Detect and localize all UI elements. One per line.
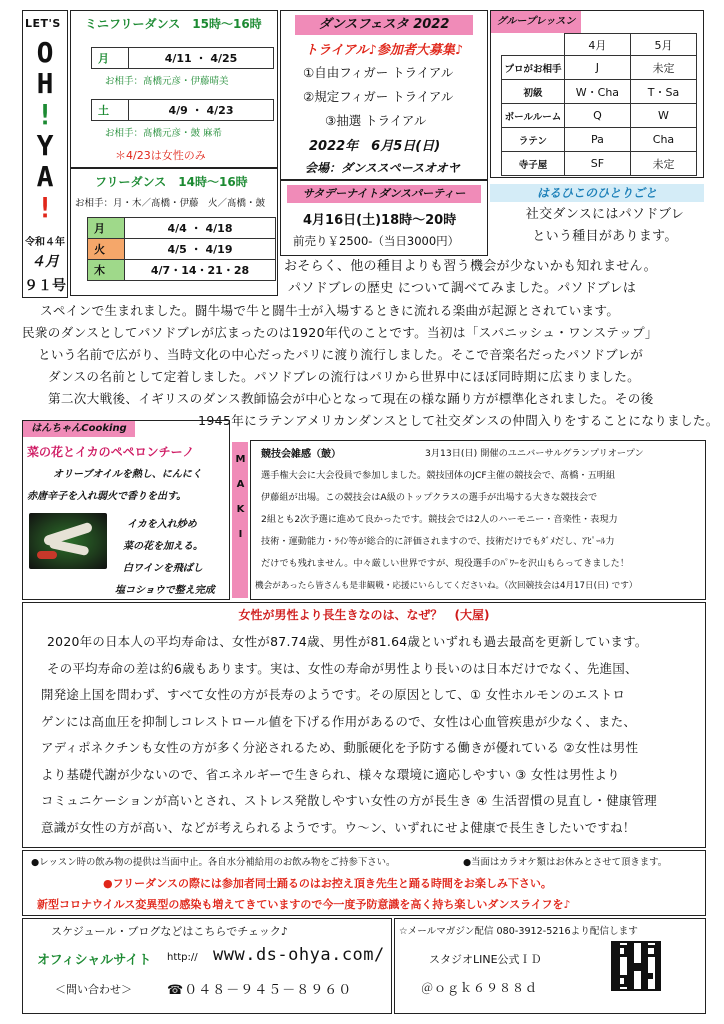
festa-item: ③抽選 トライアル: [325, 113, 427, 128]
lesson-name: ラテン: [502, 128, 565, 152]
cooking-step: オリーブオイルを熱し、にんにく: [53, 469, 202, 480]
cooking-step: 赤唐辛子を入れ弱火で香りを出す。: [27, 491, 187, 502]
haruhiko-line: という名前で広がり、当時文化の中心だったパリに渡り流行しました。そこで音楽名だったパソドブレが: [38, 347, 644, 362]
haruhiko-title: はるひこのひとりごと: [490, 184, 704, 202]
festa-subtitle: トライアル♪参加者大募集♪: [304, 43, 464, 58]
maki-line: 2組とも2次予選に進めて良かったです。競技会では2人のハーモニー・音楽性・表現力: [261, 514, 618, 525]
festa-box: [280, 10, 488, 180]
lesson-name: 初級: [502, 80, 565, 104]
mini-free-note: ＊4/23は女性のみ: [115, 149, 206, 162]
footer-left: [22, 918, 392, 1014]
haruhiko-line: 1945年にラテンアメリカンダンスとして社交ダンスの仲間入りをすることになりました。: [198, 413, 719, 428]
maki-line: 機会があったら皆さんも是非観戦・応援にいらしてくださいね。（次回競技会は4月17日(日) です）: [255, 581, 638, 591]
lesson-apr: J: [564, 56, 630, 80]
mini-free-row: [91, 99, 274, 121]
masthead-month: ４月: [31, 254, 59, 270]
festa-title: ダンスフェスタ 2022: [295, 15, 473, 35]
day-cell: 火: [88, 239, 125, 260]
title-char: !: [36, 98, 54, 131]
mini-free-dance-box: [70, 10, 278, 168]
maki-side-text: MAKI: [235, 454, 246, 554]
women-line: より基礎代謝が少ないので、省エネルギーで生きられ、様々な環境に適応しやすい ③ 女性は男性より: [41, 766, 620, 782]
saturday-box: [280, 180, 488, 256]
table-row: [88, 218, 276, 239]
footer-schedule: スケジュール・ブログなどはこちらでチェック♪: [51, 925, 288, 938]
women-line: ゲンには高血圧を抑制しコレストロール値を下げる作用があるので、女性は心血管疾患が少なく、また、: [41, 713, 637, 729]
notice-line: 新型コロナウイルス変異型の感染も増えてきていますので今一度予防意識を高く持ち楽しいダンスライフを♪: [37, 898, 571, 911]
footer-mail: ☆メールマガジン配信 080-3912-5216より配信します: [399, 926, 638, 937]
women-line: その平均寿命の差は約6歳もあります。実は、女性の寿命が男性より長いのは日本だけでなく、先進国、: [47, 660, 638, 676]
footer-site-label: オフィシャルサイト: [37, 953, 152, 968]
table-row: [502, 152, 697, 176]
women-line: 意識が女性の方が高い、などが考えられるようです。ウ～ン、いずれにせよ健康で長生きしたいですね！: [41, 819, 636, 835]
title-char: !: [36, 191, 54, 224]
month-header: 5月: [630, 34, 696, 56]
dates-cell: 4/4 ・ 4/18: [125, 218, 276, 239]
lesson-name: ボールルーム: [502, 104, 565, 128]
haruhiko-body: [22, 300, 719, 432]
women-line: コミュニケーションが高いとされ、ストレス発散しやすい女性の方が長生き ④ 生活習慣の見直し・健康管理: [41, 793, 657, 808]
masthead-issue: ９１号: [24, 278, 66, 294]
lesson-may: 未定: [630, 152, 696, 176]
dates-cell: 4/7・14・21・28: [125, 260, 276, 281]
cooking-title: 菜の花とイカのペペロンチーノ: [27, 445, 195, 459]
haruhiko-line: おそらく、他の種目よりも習う機会が少ないかも知れません。: [284, 259, 657, 274]
cooking-step: 塩コショウで整え完成: [115, 585, 215, 596]
women-title: 女性が男性より長生きなのは、なぜ？ (大屋): [238, 608, 490, 622]
lesson-name: 寺子屋: [502, 152, 565, 176]
haruhiko-line: ダンスの名前として定着しました。パソドブレの流行はパリから世界中にほぼ同時期に広まりました。: [48, 369, 640, 384]
footer-contact-label: ＜問い合わせ＞: [55, 983, 132, 996]
day-cell: 木: [88, 260, 125, 281]
mini-free-partner: お相手：髙橋元彦・伊藤晴美: [105, 76, 229, 87]
cooking-badge: はんちゃんCooking: [23, 421, 135, 437]
saturday-price: 前売り￥2500-（当日3000円）: [293, 234, 460, 248]
free-dance-table: [87, 217, 276, 281]
maki-title: 競技会雑感（皷）: [261, 449, 341, 460]
lesson-apr: SF: [564, 152, 630, 176]
free-dance-partner: お相手：月・木／髙橋・伊藤 火／髙橋・皷: [75, 198, 266, 209]
footer-tel: ☎０４８－９４５－８９６０: [167, 983, 353, 998]
group-lesson-box: [490, 10, 704, 178]
day-cell: 土: [92, 100, 129, 121]
month-header: 4月: [564, 34, 630, 56]
cooking-step: 白ワインを飛ばし: [123, 563, 203, 574]
lesson-apr: Q: [564, 104, 630, 128]
masthead-era: 令和４年: [25, 237, 65, 248]
footer-url-prefix[interactable]: http://: [167, 952, 198, 963]
notice-line: ●レッスン時の飲み物の提供は当面中止。各自水分補給用のお飲み物をご持参下さい。: [31, 857, 396, 868]
cooking-step: 菜の花を加える。: [123, 541, 203, 552]
table-header-row: [502, 34, 697, 56]
maki-line: 技術・運動能力・ﾗｲﾝ等が総合的に評価されますので、技術だけでもﾀﾞﾒだし、ｱﾋﾟｰﾙ力: [261, 536, 615, 547]
free-dance-box: [70, 168, 278, 296]
saturday-title: サタデーナイトダンスパーティー: [287, 185, 481, 203]
table-row: [502, 128, 697, 152]
dates-cell: 4/5 ・ 4/19: [125, 239, 276, 260]
mini-free-partner: お相手：髙橋元彦・皷 麻希: [105, 128, 223, 139]
notice-box: [22, 850, 706, 916]
title-char: A: [36, 160, 54, 193]
dates-cell: 4/11 ・ 4/25: [129, 48, 274, 69]
masthead: [22, 10, 68, 298]
notice-line: ●当面はカラオケ類はお休みとさせて頂きます。: [463, 857, 668, 868]
festa-venue: 会場：ダンススペースオオヤ: [305, 161, 460, 175]
festa-item: ①自由フィガー トライアル: [303, 65, 454, 80]
saturday-datetime: 4月16日(土)18時～20時: [303, 213, 457, 228]
maki-line: だけでも残れません。中々厳しい世界ですが、現役選手のﾊﾟﾜｰを沢山もらってきました！: [261, 558, 630, 569]
maki-box: [250, 440, 706, 600]
footer-url[interactable]: www.ds-ohya.com/: [213, 945, 385, 965]
lesson-apr: Pa: [564, 128, 630, 152]
notice-line: ●フリーダンスの際には参加者同士踊るのはお控え頂き先生と踊る時間をお楽しみ下さい。: [103, 877, 552, 890]
mini-free-row: [91, 47, 274, 69]
group-lesson-table: [501, 33, 697, 176]
title-char: H: [36, 67, 54, 100]
lesson-name: プロがお相手: [502, 56, 565, 80]
lesson-may: 未定: [630, 56, 696, 80]
food-photo: [29, 513, 107, 569]
maki-side-label: [232, 442, 248, 598]
table-row: [502, 104, 697, 128]
table-row: [502, 56, 697, 80]
haruhiko-line: 社交ダンスにはパソドブレ: [525, 207, 685, 222]
maki-line: 伊藤組が出場。この競技会はA級のトップクラスの選手が出場する大きな競技会で: [261, 492, 598, 503]
lesson-may: Cha: [630, 128, 696, 152]
maki-line: 選手権大会に大会役員で参加しました。競技団体のJCF主催の競技会で、髙橋・五明組: [261, 470, 616, 481]
group-lesson-title: グループレッスン: [491, 11, 581, 33]
haruhiko-line: 第二次大戦後、イギリスのダンス教師協会が中心となって現在の様な踊り方が標準化されました。その後: [48, 391, 654, 406]
footer-line-label: スタジオLINE公式ＩＤ: [429, 953, 542, 966]
dates-cell: 4/9 ・ 4/23: [129, 100, 274, 121]
table-row: [88, 260, 276, 281]
lesson-may: W: [630, 104, 696, 128]
maki-line: 3月13日(日) 開催のユニバーサルグランプリオープン: [425, 448, 644, 459]
mini-free-title: ミニフリーダンス 15時～16時: [85, 17, 262, 31]
festa-item: ②規定フィガー トライアル: [303, 89, 454, 104]
day-cell: 月: [88, 218, 125, 239]
women-box: [22, 602, 706, 848]
table-row: [502, 80, 697, 104]
cooking-step: イカを入れ炒め: [127, 519, 197, 530]
qr-code-icon[interactable]: [611, 941, 661, 991]
women-line: 開発途上国を問わず、すべて女性の方が長寿のようです。その原因として、① 女性ホルモンのエストロ: [41, 687, 626, 702]
table-row: [88, 239, 276, 260]
masthead-title: [23, 37, 67, 223]
haruhiko-line: 民衆のダンスとしてパソドブレが広まったのは1920年代のことです。当初は「スパニッシュ・ワンステップ」: [22, 325, 658, 340]
lesson-apr: W・Cha: [564, 80, 630, 104]
haruhiko-line: スペインで生まれました。闘牛場で牛と闘牛士が入場するときに流れる楽曲が起源とされています。: [40, 303, 620, 318]
day-cell: 月: [92, 48, 129, 69]
footer-right: [394, 918, 706, 1014]
lesson-may: T・Sa: [630, 80, 696, 104]
cooking-box: [22, 420, 230, 600]
women-line: 2020年の日本人の平均寿命は、女性が87.74歳、男性が81.64歳といずれも過去最高を更新しています。: [47, 634, 648, 649]
haruhiko-line: パソドブレの歴史 について調べてみました。パソドブレは: [288, 281, 637, 296]
haruhiko-line: という種目があります。: [532, 229, 678, 244]
footer-line-id: ＠ｏｇｋ６９８８ｄ: [421, 981, 539, 995]
masthead-lets: LET'S: [25, 17, 61, 30]
title-char: Y: [36, 129, 54, 162]
title-char: O: [36, 36, 54, 69]
women-body: [33, 629, 703, 841]
women-line: アディポネクチンも女性の方が多く分泌されるため、動脈硬化を予防する働きが優れている ②女性は男性: [41, 740, 639, 755]
free-dance-title: フリーダンス 14時～16時: [95, 175, 248, 189]
festa-date: 2022年 6月5日(日): [309, 139, 441, 154]
